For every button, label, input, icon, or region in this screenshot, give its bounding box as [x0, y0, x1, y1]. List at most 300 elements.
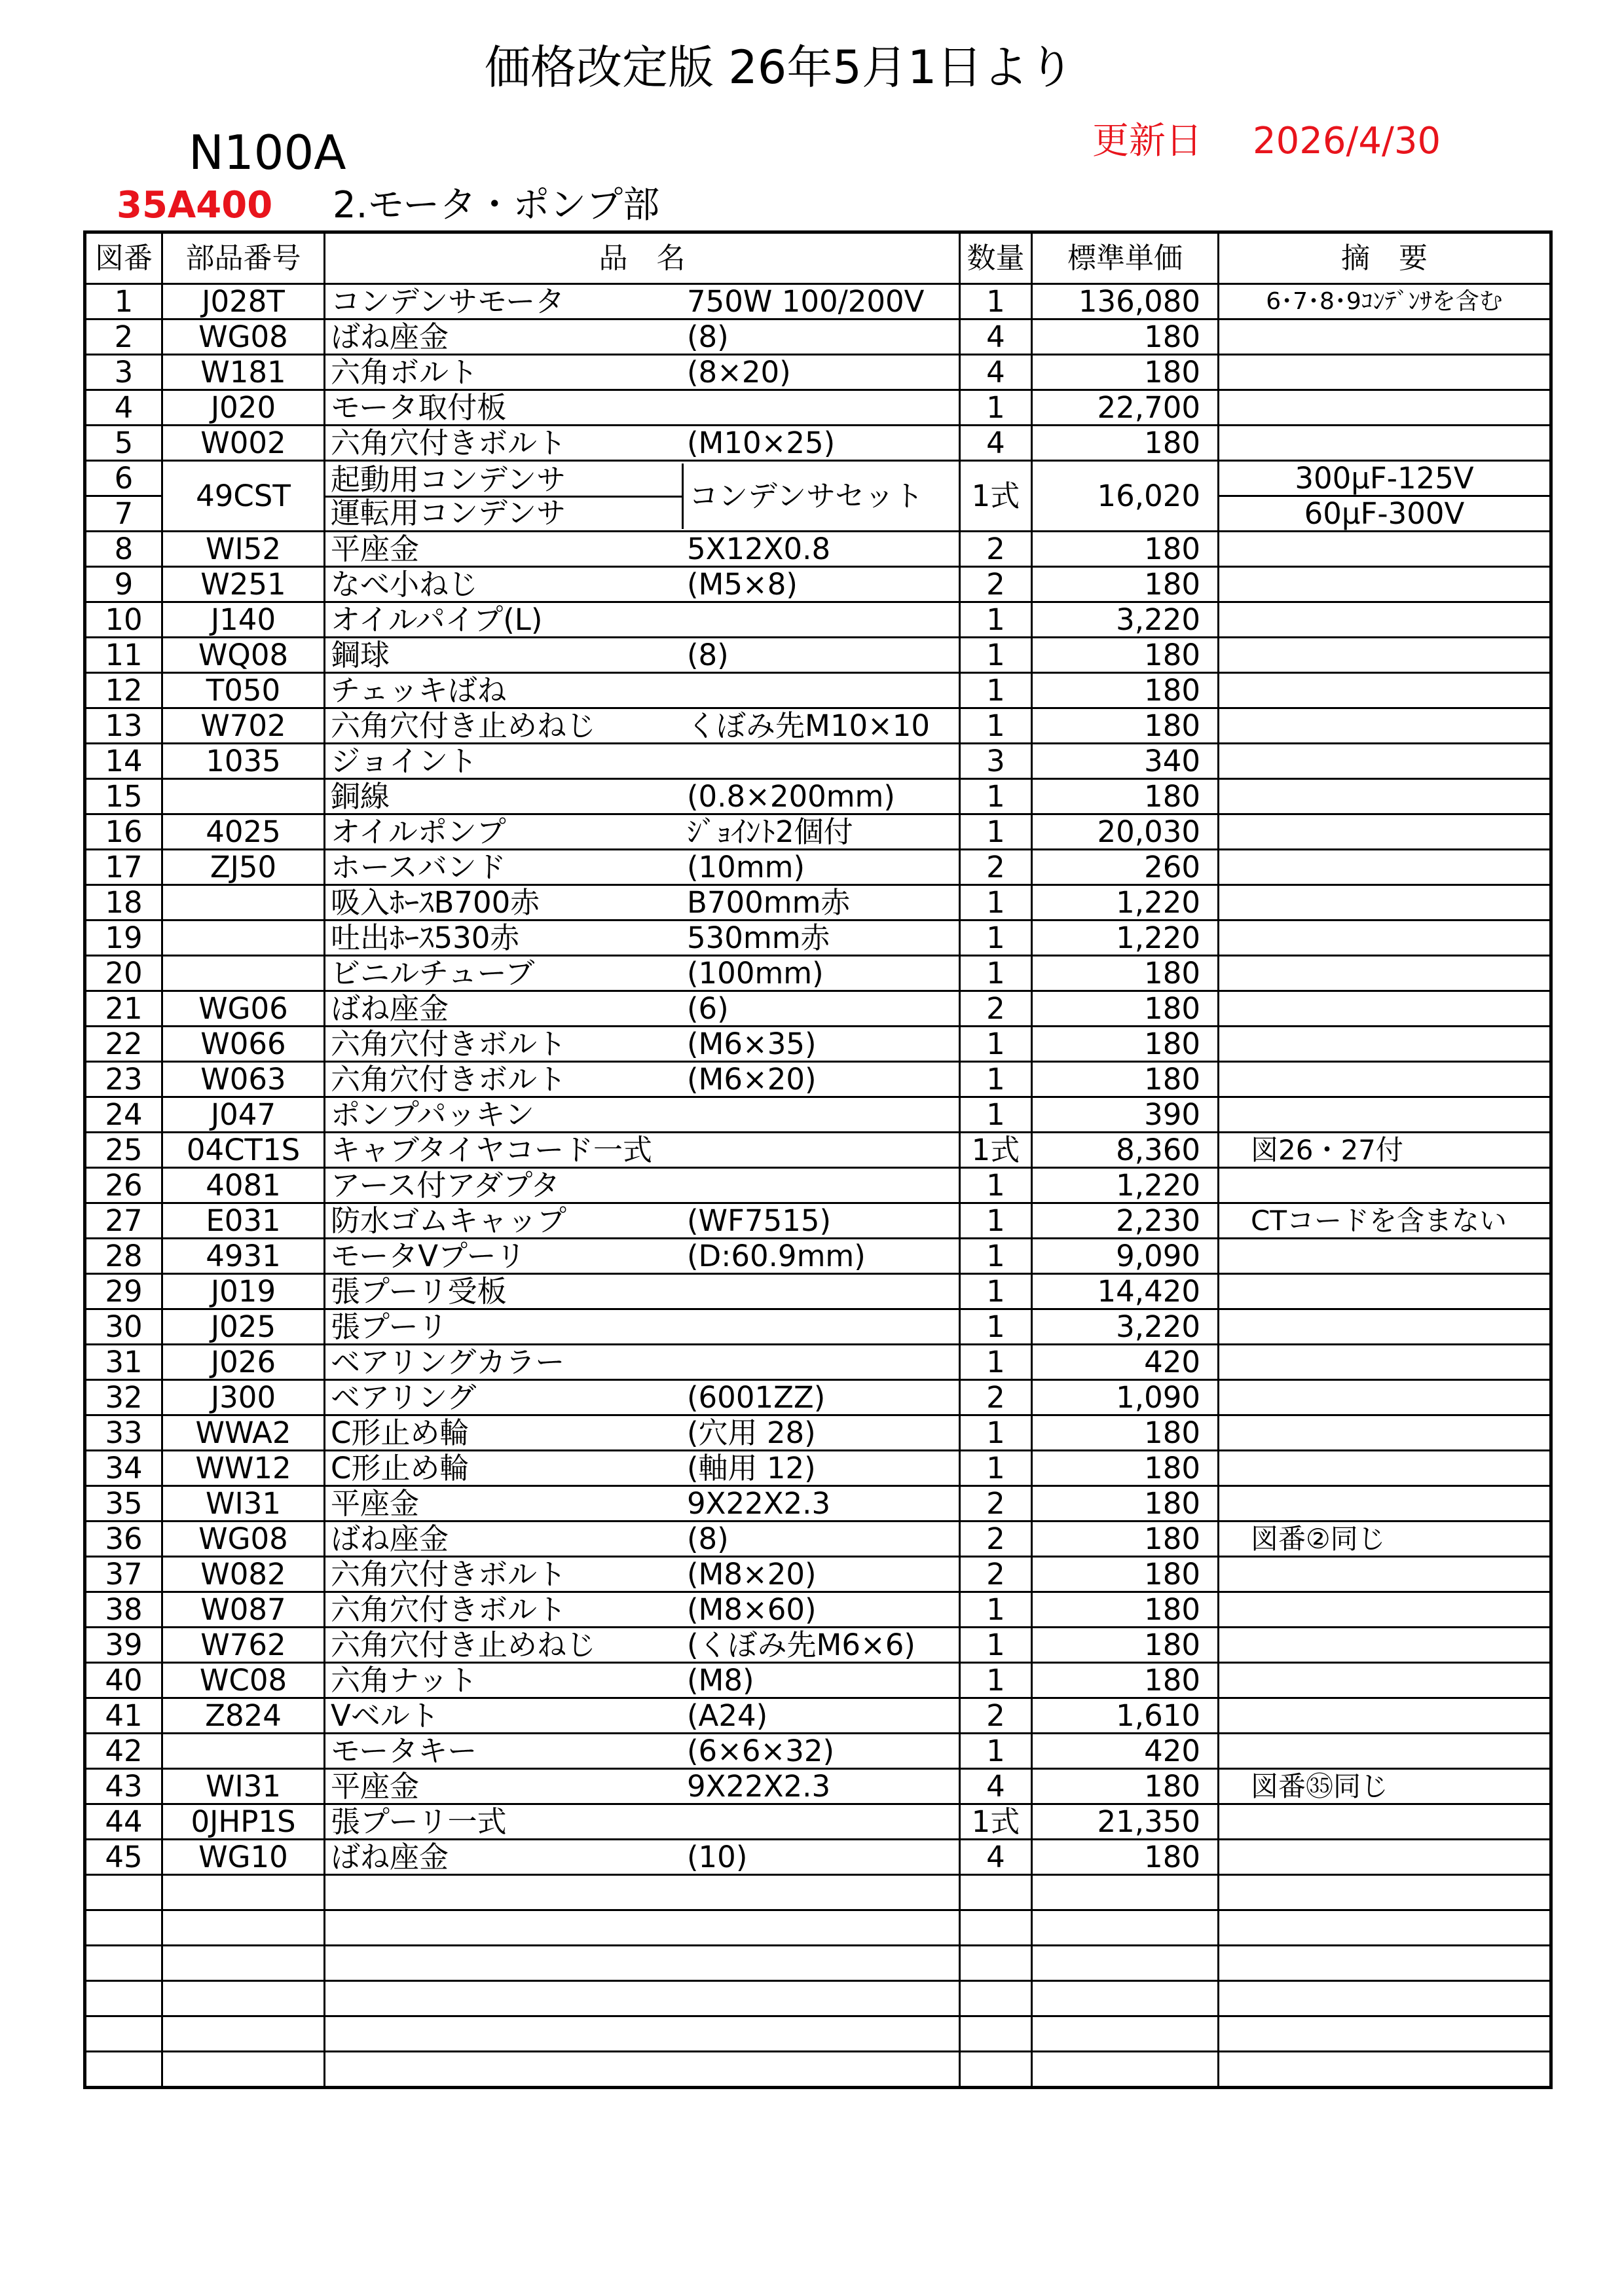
cell-part-name — [325, 1628, 960, 1663]
cell-remarks — [1219, 991, 1551, 1027]
part-spec: 5X12X0.8 — [687, 532, 831, 566]
parts-table — [83, 230, 1553, 2089]
part-name: Vベルト — [331, 1698, 439, 1733]
cell-part-no: ZJ50 — [162, 850, 325, 885]
cell-remarks — [1219, 1097, 1551, 1133]
cell-part-name — [325, 1027, 960, 1062]
cell-fig-no: 42 — [85, 1734, 162, 1769]
cell-fig-no: 18 — [85, 885, 162, 920]
cell-remarks — [1219, 1663, 1551, 1698]
table-row — [85, 1769, 1551, 1804]
cell-part-name — [325, 1522, 960, 1557]
part-name: 六角穴付きボルト — [331, 1557, 567, 1592]
cell-qty: 1 — [960, 1309, 1032, 1345]
cell-remarks — [1219, 355, 1551, 390]
table-row — [85, 1309, 1551, 1345]
part-name: モータVプーリ — [331, 1239, 526, 1273]
empty-cell — [162, 2052, 325, 2088]
table-row — [85, 1522, 1551, 1557]
cell-part-name — [325, 602, 960, 638]
cell-qty: 2 — [960, 1522, 1032, 1557]
cell-remarks — [1219, 885, 1551, 920]
cell-qty: 1 — [960, 779, 1032, 814]
cell-qty: 2 — [960, 567, 1032, 602]
empty-cell — [162, 2016, 325, 2052]
cell-qty: 1 — [960, 602, 1032, 638]
cell-part-no: J020 — [162, 390, 325, 426]
cell-qty: 4 — [960, 319, 1032, 355]
cell-price: 2,230 — [1032, 1203, 1219, 1239]
cell-remarks — [1219, 673, 1551, 708]
part-name: 運転用コンデンサ — [331, 495, 566, 530]
cell-fig-no: 45 — [85, 1840, 162, 1875]
cell-part-no: Z824 — [162, 1698, 325, 1734]
cell-remarks: 図番②同じ — [1219, 1522, 1551, 1557]
part-spec: (10) — [687, 1840, 748, 1874]
empty-cell — [960, 2016, 1032, 2052]
cell-fig-no: 21 — [85, 991, 162, 1027]
cell-remarks — [1219, 850, 1551, 885]
part-name: チェッキばね — [331, 673, 507, 708]
part-spec: (M10×25) — [687, 426, 836, 460]
cell-qty: 1 — [960, 1027, 1032, 1062]
cell-part-no: T050 — [162, 673, 325, 708]
part-name: C形止め輪 — [331, 1415, 470, 1450]
part-spec: (8) — [687, 319, 729, 354]
part-spec: (6) — [687, 991, 729, 1026]
part-spec: (8) — [687, 1522, 729, 1556]
cell-fig-no: 41 — [85, 1698, 162, 1734]
cell-price: 340 — [1032, 744, 1219, 779]
table-row — [85, 1486, 1551, 1522]
cell-price: 1,220 — [1032, 1168, 1219, 1203]
update-date: 2026/4/30 — [1253, 120, 1441, 162]
cell-remarks — [1219, 1062, 1551, 1097]
cell-price: 390 — [1032, 1097, 1219, 1133]
part-name: 張プーリ一式 — [331, 1804, 507, 1839]
empty-cell — [162, 1875, 325, 1910]
cell-fig-no: 37 — [85, 1557, 162, 1592]
table-row — [85, 1345, 1551, 1380]
cell-part-name — [325, 814, 960, 850]
col-header-name: 品 名 — [325, 232, 960, 284]
part-name: 六角ボルト — [331, 355, 479, 390]
part-name: ビニルチューブ — [331, 956, 535, 991]
cell-fig-no: 32 — [85, 1380, 162, 1415]
part-spec: 750W 100/200V — [687, 284, 925, 319]
cell-fig-no: 3 — [85, 355, 162, 390]
table-row — [85, 708, 1551, 744]
cell-fig-no: 17 — [85, 850, 162, 885]
cell-part-no: J025 — [162, 1309, 325, 1345]
cell-remarks — [1219, 1592, 1551, 1628]
cell-part-name — [325, 744, 960, 779]
model-name: N100A — [189, 125, 346, 180]
cell-part-no: W063 — [162, 1062, 325, 1097]
col-header-qty: 数量 — [960, 232, 1032, 284]
table-row — [85, 319, 1551, 355]
empty-cell — [85, 1946, 162, 1981]
empty-cell — [1219, 1875, 1551, 1910]
cell-remarks — [1219, 1345, 1551, 1380]
part-name: 六角穴付き止めねじ — [331, 1628, 597, 1662]
cell-fig-no: 28 — [85, 1239, 162, 1274]
cell-price: 21,350 — [1032, 1804, 1219, 1840]
cell-fig-no: 25 — [85, 1133, 162, 1168]
cell-part-name — [325, 1663, 960, 1698]
cell-part-name — [325, 1062, 960, 1097]
cell-part-name — [325, 1592, 960, 1628]
cell-qty: 1 — [960, 1062, 1032, 1097]
cell-qty: 2 — [960, 1557, 1032, 1592]
cell-price: 180 — [1032, 673, 1219, 708]
part-name: 六角穴付き止めねじ — [331, 708, 597, 743]
cell-qty: 1 — [960, 1203, 1032, 1239]
part-spec: (M8) — [687, 1663, 754, 1698]
cell-part-name — [325, 319, 960, 355]
cell-qty: 1 — [960, 390, 1032, 426]
empty-row — [85, 2016, 1551, 2052]
table-row — [85, 1698, 1551, 1734]
cell-part-no: W087 — [162, 1592, 325, 1628]
cell-fig-no: 9 — [85, 567, 162, 602]
cell-price: 180 — [1032, 1840, 1219, 1875]
cell-qty: 1 — [960, 885, 1032, 920]
table-row — [85, 779, 1551, 814]
cell-remarks — [1219, 920, 1551, 956]
cell-part-name — [325, 532, 960, 567]
cell-price: 180 — [1032, 1592, 1219, 1628]
empty-row — [85, 2052, 1551, 2088]
empty-cell — [162, 1910, 325, 1946]
empty-cell — [325, 1910, 960, 1946]
part-name: 六角穴付きボルト — [331, 1027, 567, 1061]
cell-fig-no: 27 — [85, 1203, 162, 1239]
cell-remarks — [1219, 1451, 1551, 1486]
part-name: ジョイント — [331, 744, 478, 778]
table-row — [85, 1239, 1551, 1274]
cell-remarks — [1219, 1557, 1551, 1592]
table-row — [85, 956, 1551, 991]
cell-price: 22,700 — [1032, 390, 1219, 426]
table-row — [85, 744, 1551, 779]
empty-cell — [1032, 1910, 1219, 1946]
cell-part-name — [325, 673, 960, 708]
cell-part-no — [162, 920, 325, 956]
cell-qty: 2 — [960, 532, 1032, 567]
cell-fig-no: 39 — [85, 1628, 162, 1663]
cell-price: 180 — [1032, 1769, 1219, 1804]
part-name: 六角穴付きボルト — [331, 1592, 567, 1627]
cell-price: 14,420 — [1032, 1274, 1219, 1309]
cell-part-no: W082 — [162, 1557, 325, 1592]
cell-fig-no: 11 — [85, 638, 162, 673]
cell-remarks — [1219, 426, 1551, 461]
cell-remarks — [1219, 708, 1551, 744]
cell-part-name — [325, 1415, 960, 1451]
cell-price: 180 — [1032, 1557, 1219, 1592]
cell-fig-no: 13 — [85, 708, 162, 744]
cell-remarks: 6･7･8･9ｺﾝﾃﾞﾝｻを含む — [1219, 284, 1551, 319]
empty-cell — [85, 2016, 162, 2052]
empty-cell — [1219, 1981, 1551, 2016]
cell-qty: 1式 — [960, 461, 1032, 532]
part-spec: (M8×20) — [687, 1557, 817, 1592]
part-name: オイルパイプ(L) — [331, 602, 543, 637]
cell-remarks: 図番㉟同じ — [1219, 1769, 1551, 1804]
col-header-fig: 図番 — [85, 232, 162, 284]
part-spec: (100mm) — [687, 956, 824, 991]
part-name: 防水ゴムキャップ — [331, 1203, 567, 1238]
cell-remarks — [1219, 1804, 1551, 1840]
cell-price: 180 — [1032, 1451, 1219, 1486]
cell-remarks — [1219, 1628, 1551, 1663]
cell-fig-no: 31 — [85, 1345, 162, 1380]
cell-part-name — [325, 390, 960, 426]
cell-qty: 1 — [960, 284, 1032, 319]
cell-remarks — [1219, 1698, 1551, 1734]
part-spec: (軸用 12) — [687, 1451, 816, 1485]
table-row — [85, 1734, 1551, 1769]
part-name: 吸入ﾎｰｽB700赤 — [331, 885, 540, 920]
table-row — [85, 602, 1551, 638]
cell-qty: 2 — [960, 991, 1032, 1027]
cell-part-name — [325, 708, 960, 744]
table-row — [85, 638, 1551, 673]
cell-part-name — [325, 920, 960, 956]
cell-fig-no: 5 — [85, 426, 162, 461]
cell-remarks — [1219, 1309, 1551, 1345]
cell-part-no: J300 — [162, 1380, 325, 1415]
cell-part-no: 1035 — [162, 744, 325, 779]
part-spec: (6×6×32) — [687, 1734, 835, 1768]
table-row — [85, 426, 1551, 461]
cell-part-no: 04CT1S — [162, 1133, 325, 1168]
cell-remarks — [1219, 744, 1551, 779]
table-row — [85, 1133, 1551, 1168]
cell-part-name — [325, 461, 960, 532]
part-spec: ｼﾞｮｲﾝﾄ2個付 — [687, 814, 853, 849]
cell-part-no: 49CST — [162, 461, 325, 532]
cell-qty: 2 — [960, 850, 1032, 885]
cell-part-name — [325, 779, 960, 814]
cell-price: 180 — [1032, 1522, 1219, 1557]
table-row — [85, 284, 1551, 319]
cell-part-name — [325, 1168, 960, 1203]
cell-fig-no: 10 — [85, 602, 162, 638]
table-row — [85, 1027, 1551, 1062]
cell-qty: 2 — [960, 1380, 1032, 1415]
cell-part-no: 0JHP1S — [162, 1804, 325, 1840]
cell-qty: 1 — [960, 1663, 1032, 1698]
cell-remarks — [1219, 1168, 1551, 1203]
part-spec: (穴用 28) — [687, 1415, 816, 1450]
cell-qty: 1式 — [960, 1133, 1032, 1168]
part-name: 六角穴付きボルト — [331, 1062, 567, 1097]
cell-price: 20,030 — [1032, 814, 1219, 850]
cell-part-no: E031 — [162, 1203, 325, 1239]
empty-cell — [960, 1910, 1032, 1946]
table-row — [85, 1557, 1551, 1592]
part-name: モータ取付板 — [331, 390, 507, 425]
cell-part-name — [325, 426, 960, 461]
empty-cell — [325, 2016, 960, 2052]
cell-qty: 1 — [960, 1239, 1032, 1274]
cell-part-no — [162, 885, 325, 920]
cell-fig-no: 19 — [85, 920, 162, 956]
part-name: ホースバンド — [331, 850, 506, 884]
cell-part-name — [325, 1274, 960, 1309]
cell-remarks — [1219, 1734, 1551, 1769]
cell-fig-no: 22 — [85, 1027, 162, 1062]
cell-part-name — [325, 1769, 960, 1804]
empty-cell — [162, 1946, 325, 1981]
cell-price: 3,220 — [1032, 1309, 1219, 1345]
cell-remarks: CTコードを含まない — [1219, 1203, 1551, 1239]
part-spec: (M6×35) — [687, 1027, 817, 1061]
empty-row — [85, 1875, 1551, 1910]
cell-part-no: WG06 — [162, 991, 325, 1027]
part-name: なべ小ねじ — [331, 567, 479, 602]
empty-cell — [162, 1981, 325, 2016]
part-name: 銅線 — [331, 779, 390, 814]
cell-part-name — [325, 1345, 960, 1380]
empty-row — [85, 1946, 1551, 1981]
cell-fig-no: 36 — [85, 1522, 162, 1557]
cell-fig-no: 43 — [85, 1769, 162, 1804]
cell-qty: 1 — [960, 1628, 1032, 1663]
cell-price: 260 — [1032, 850, 1219, 885]
cell-remarks — [1219, 638, 1551, 673]
part-spec: (8×20) — [687, 355, 791, 390]
part-name: モータキー — [331, 1734, 477, 1768]
part-spec: 9X22X2.3 — [687, 1486, 831, 1521]
cell-price: 420 — [1032, 1734, 1219, 1769]
part-spec: (M8×60) — [687, 1592, 817, 1627]
part-name: 吐出ﾎｰｽ530赤 — [331, 920, 520, 955]
cell-price: 180 — [1032, 532, 1219, 567]
cell-qty: 1 — [960, 1274, 1032, 1309]
cell-part-no: W066 — [162, 1027, 325, 1062]
cell-part-no: WWA2 — [162, 1415, 325, 1451]
cell-price: 180 — [1032, 355, 1219, 390]
cell-price: 180 — [1032, 426, 1219, 461]
part-name: ばね座金 — [331, 991, 449, 1026]
cell-remarks — [1219, 602, 1551, 638]
cell-part-no: WG10 — [162, 1840, 325, 1875]
cell-price: 1,610 — [1032, 1698, 1219, 1734]
cell-part-name — [325, 956, 960, 991]
cell-remarks — [1219, 1840, 1551, 1875]
table-row — [85, 1592, 1551, 1628]
cell-part-no: 4081 — [162, 1168, 325, 1203]
cell-part-no — [162, 1734, 325, 1769]
cell-remarks — [1219, 1415, 1551, 1451]
empty-row — [85, 1910, 1551, 1946]
cell-qty: 2 — [960, 1698, 1032, 1734]
cell-qty: 3 — [960, 744, 1032, 779]
table-row — [85, 567, 1551, 602]
col-header-remarks: 摘 要 — [1219, 232, 1551, 284]
cell-part-name — [325, 885, 960, 920]
cell-part-no: WG08 — [162, 1522, 325, 1557]
cell-part-name — [325, 1451, 960, 1486]
cell-qty: 1 — [960, 708, 1032, 744]
cell-remarks — [1219, 1380, 1551, 1415]
cell-fig-no: 1 — [85, 284, 162, 319]
cell-part-no: J019 — [162, 1274, 325, 1309]
cell-price: 16,020 — [1032, 461, 1219, 532]
cell-fig-no: 24 — [85, 1097, 162, 1133]
cell-part-name — [325, 638, 960, 673]
cell-fig-no: 44 — [85, 1804, 162, 1840]
part-spec: (8) — [687, 638, 729, 672]
table-header-row — [85, 232, 1551, 284]
cell-price: 3,220 — [1032, 602, 1219, 638]
empty-cell — [960, 1981, 1032, 2016]
part-name: キャブタイヤコード一式 — [331, 1133, 652, 1167]
page-title: 価格改定版 26年5月1日より — [485, 41, 1075, 94]
cell-part-no: J026 — [162, 1345, 325, 1380]
empty-cell — [85, 1875, 162, 1910]
cell-remarks — [1219, 1027, 1551, 1062]
cell-part-name — [325, 1557, 960, 1592]
cell-fig-no: 12 — [85, 673, 162, 708]
cell-qty: 1 — [960, 956, 1032, 991]
empty-cell — [960, 1946, 1032, 1981]
cell-part-no — [162, 779, 325, 814]
cell-part-no: W002 — [162, 426, 325, 461]
part-name: 六角ナット — [331, 1663, 478, 1698]
empty-cell — [960, 1875, 1032, 1910]
part-spec: (M5×8) — [687, 567, 798, 602]
cell-part-no: WI31 — [162, 1769, 325, 1804]
part-name: ばね座金 — [331, 1522, 449, 1556]
empty-cell — [1219, 1946, 1551, 1981]
empty-cell — [325, 1875, 960, 1910]
part-name: ばね座金 — [331, 319, 449, 354]
part-spec: (0.8×200mm) — [687, 779, 895, 814]
table-row — [85, 390, 1551, 426]
table-row — [85, 814, 1551, 850]
part-name: コンデンサモータ — [331, 284, 565, 319]
cell-qty: 1 — [960, 1734, 1032, 1769]
table-row — [85, 1840, 1551, 1875]
cell-remarks — [1219, 567, 1551, 602]
cell-remarks: 図26・27付 — [1219, 1133, 1551, 1168]
part-name: ばね座金 — [331, 1840, 449, 1874]
part-name: C形止め輪 — [331, 1451, 470, 1485]
cell-part-no: W702 — [162, 708, 325, 744]
cell-price: 1,090 — [1032, 1380, 1219, 1415]
cell-qty: 4 — [960, 1840, 1032, 1875]
cell-fig-no: 29 — [85, 1274, 162, 1309]
table-row — [85, 1451, 1551, 1486]
cell-fig-no: 33 — [85, 1415, 162, 1451]
part-spec: くぼみ先M10×10 — [687, 708, 931, 743]
table-row — [85, 1628, 1551, 1663]
table-row — [85, 1663, 1551, 1698]
part-name: 張プーリ — [331, 1309, 448, 1344]
empty-cell — [1032, 1981, 1219, 2016]
cell-price: 1,220 — [1032, 920, 1219, 956]
cell-remarks — [1219, 1239, 1551, 1274]
cell-remarks — [1219, 390, 1551, 426]
cell-fig-no: 2 — [85, 319, 162, 355]
table-row — [85, 355, 1551, 390]
part-name: 平座金 — [331, 1769, 420, 1804]
cell-qty: 1 — [960, 920, 1032, 956]
